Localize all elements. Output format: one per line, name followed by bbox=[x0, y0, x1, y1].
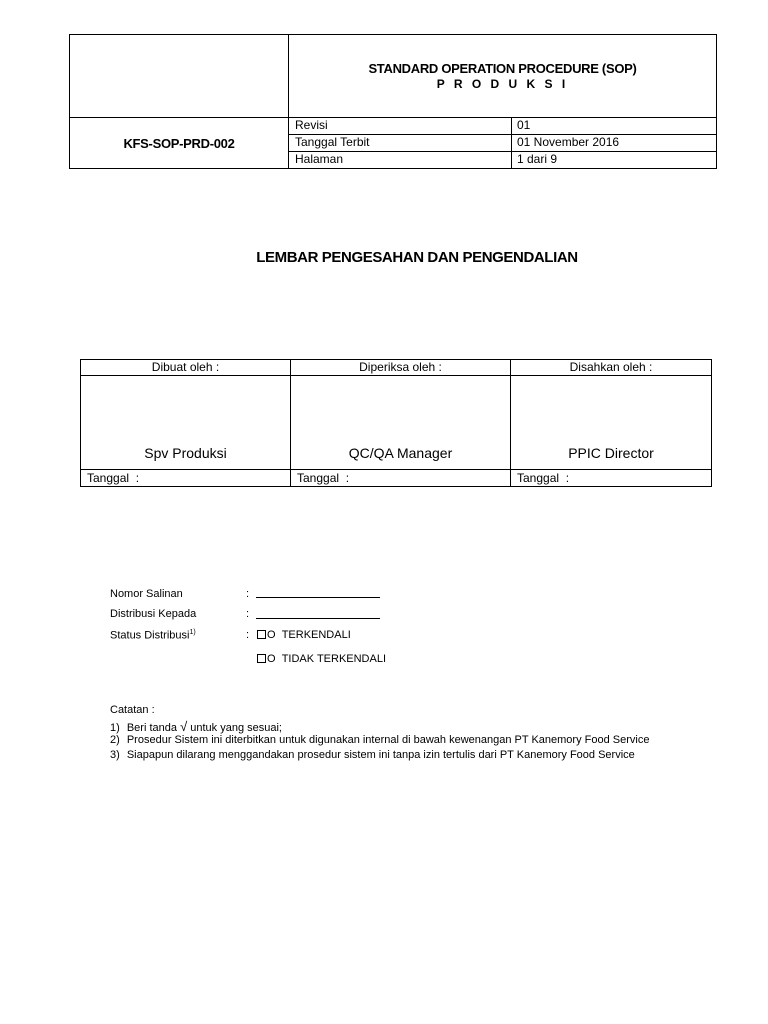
signer-name-qcqa: QC/QA Manager bbox=[348, 445, 453, 461]
option-mark: O bbox=[267, 629, 276, 641]
check-mark-icon: √ bbox=[180, 719, 188, 734]
revisi-label: Revisi bbox=[295, 118, 328, 132]
checkbox-icon[interactable] bbox=[257, 654, 266, 663]
page-title: LEMBAR PENGESAHAN DAN PENGENDALIAN bbox=[256, 249, 578, 266]
distribusi-kepada-blank bbox=[256, 618, 380, 619]
document-code: KFS-SOP-PRD-002 bbox=[123, 136, 235, 151]
nomor-salinan-blank bbox=[256, 597, 380, 598]
nomor-salinan-label: Nomor Salinan bbox=[110, 588, 183, 600]
approval-bottom-border bbox=[80, 486, 712, 487]
tanggal-terbit-label: Tanggal Terbit bbox=[295, 135, 370, 149]
revisi-value: 01 bbox=[517, 118, 531, 132]
disahkan-oleh-header: Disahkan oleh : bbox=[569, 360, 653, 374]
approval-col-divider bbox=[510, 359, 511, 487]
header-row-divider bbox=[288, 151, 717, 152]
header-label-value-divider bbox=[511, 117, 512, 169]
note-item bbox=[110, 749, 635, 761]
approval-head-divider bbox=[80, 375, 712, 376]
distribusi-kepada-label: Distribusi Kepada bbox=[110, 608, 197, 620]
note-text: untuk yang sesuai; bbox=[190, 722, 282, 734]
header-section-divider bbox=[69, 117, 717, 118]
colon: : bbox=[246, 629, 250, 641]
status-distribusi-text: Status Distribusi bbox=[110, 629, 190, 642]
date-label-qcqa: Tanggal : bbox=[297, 471, 350, 485]
checkbox-icon[interactable] bbox=[257, 630, 266, 639]
note-text: Siapapun dilarang menggandakan prosedur sistem ini tanpa izin tertulis dari PT Kanemory Food Service bbox=[126, 749, 635, 761]
diperiksa-oleh-header: Diperiksa oleh : bbox=[359, 360, 442, 374]
notes-heading: Catatan : bbox=[110, 704, 155, 716]
colon: : bbox=[246, 588, 250, 600]
signer-name-ppic: PPIC Director bbox=[568, 445, 654, 461]
option-label: TERKENDALI bbox=[281, 629, 351, 641]
note-item bbox=[110, 734, 649, 746]
note-number: 1) bbox=[110, 722, 120, 734]
tanggal-terbit-value: 01 November 2016 bbox=[517, 135, 620, 149]
approval-right-border bbox=[711, 359, 712, 487]
note-number: 2) bbox=[110, 734, 120, 746]
approval-left-border bbox=[80, 359, 81, 487]
sop-subtitle: P R O D U K S I bbox=[436, 77, 569, 91]
halaman-value: 1 dari 9 bbox=[517, 152, 558, 166]
option-mark: O bbox=[267, 653, 276, 665]
approval-date-divider bbox=[80, 469, 712, 470]
status-option-terkendali[interactable] bbox=[257, 629, 351, 641]
note-number: 3) bbox=[110, 749, 120, 761]
date-label-ppic: Tanggal : bbox=[517, 471, 570, 485]
header-right-border bbox=[716, 34, 717, 169]
approval-col-divider bbox=[290, 359, 291, 487]
header-top-border bbox=[69, 34, 717, 35]
colon: : bbox=[246, 608, 250, 620]
date-label-spv: Tanggal : bbox=[87, 471, 140, 485]
note-text: Beri tanda bbox=[126, 722, 177, 734]
header-bottom-border bbox=[69, 168, 717, 169]
halaman-label: Halaman bbox=[295, 152, 344, 166]
note-item bbox=[110, 719, 282, 734]
signer-name-spv: Spv Produksi bbox=[144, 445, 227, 461]
dibuat-oleh-header: Dibuat oleh : bbox=[151, 360, 220, 374]
status-footnote-ref: 1) bbox=[189, 629, 196, 636]
status-distribusi-label bbox=[110, 629, 196, 642]
status-option-tidak-terkendali[interactable] bbox=[257, 653, 386, 665]
note-text: Prosedur Sistem ini diterbitkan untuk digunakan internal di bawah kewenangan PT Kanemory Food Service bbox=[126, 734, 650, 746]
option-label: TIDAK TERKENDALI bbox=[281, 653, 387, 665]
header-column-divider bbox=[288, 34, 289, 169]
sop-title: STANDARD OPERATION PROCEDURE (SOP) bbox=[368, 61, 637, 76]
